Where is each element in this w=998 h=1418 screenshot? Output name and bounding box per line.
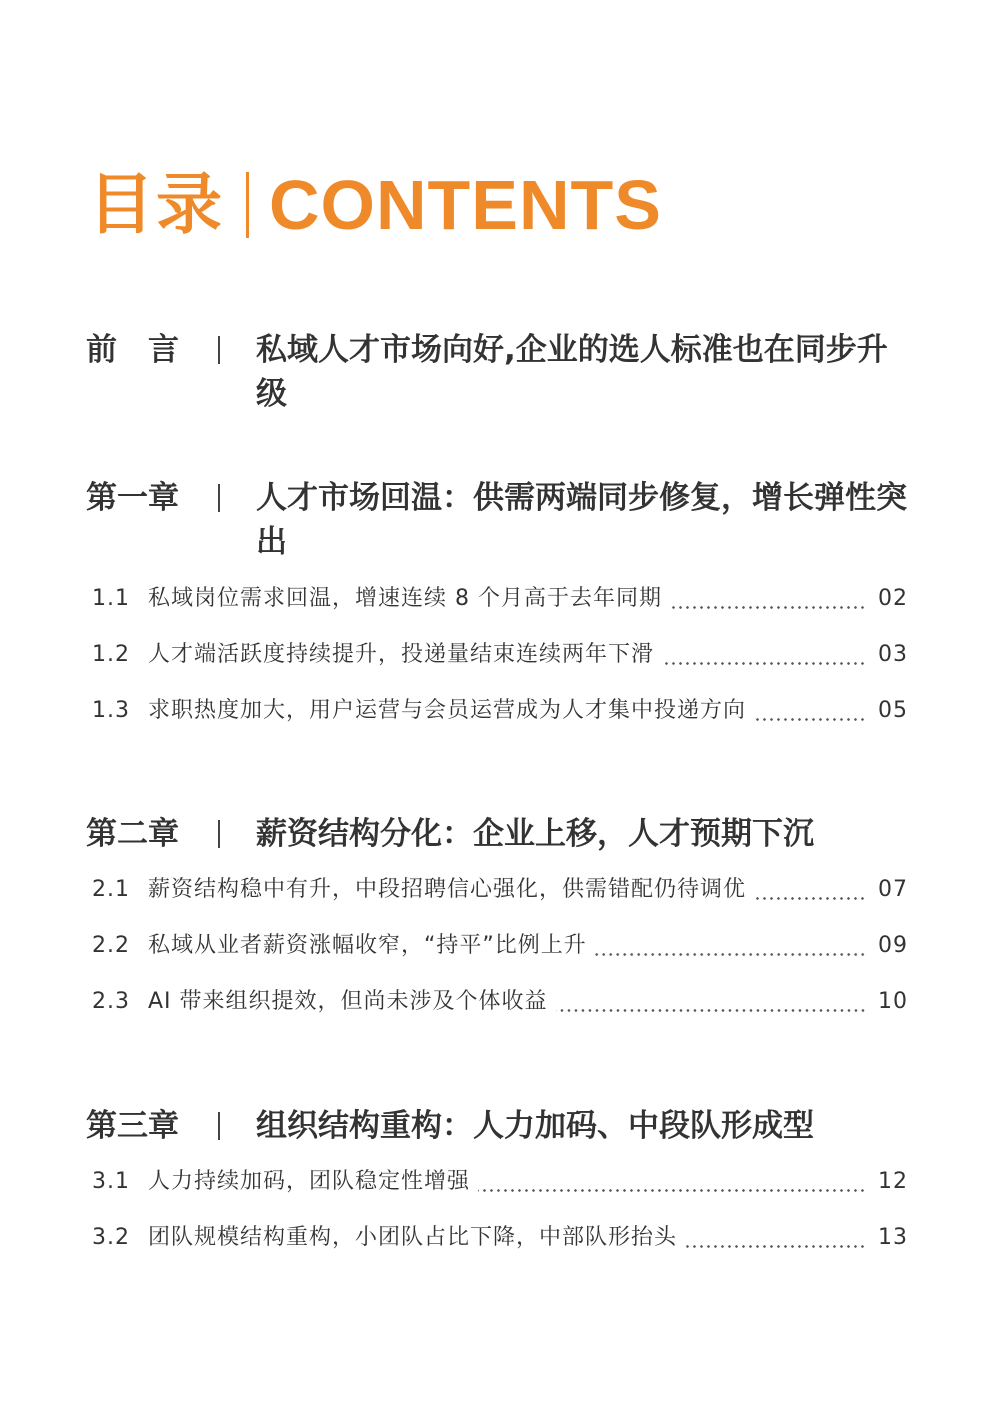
toc-entry-1-1[interactable] (92, 579, 908, 619)
entry-number: 1.2 (92, 642, 130, 667)
page-title (88, 165, 662, 245)
entry-page: 12 (878, 1169, 908, 1194)
entry-number: 1.3 (92, 698, 130, 723)
chapter-1-heading[interactable] (86, 476, 916, 564)
chapter-label: 第三章 (86, 1108, 179, 1144)
dot-leader (478, 1189, 866, 1192)
toc-entry-3-2[interactable] (92, 1218, 908, 1258)
entry-title: 薪资结构稳中有升，中段招聘信心强化，供需错配仍待调优 (148, 877, 747, 902)
entry-number: 1.1 (92, 586, 130, 611)
title-chinese: 目录 (88, 166, 224, 243)
chapter-2-section (86, 812, 916, 856)
toc-entry-3-1[interactable] (92, 1162, 908, 1202)
entry-page: 03 (878, 642, 908, 667)
entry-number: 2.2 (92, 933, 130, 958)
entry-title: 求职热度加大，用户运营与会员运营成为人才集中投递方向 (148, 698, 747, 723)
dot-leader (754, 897, 866, 900)
toc-entry-1-2[interactable] (92, 635, 908, 675)
toc-entry-2-2[interactable] (92, 926, 908, 966)
heading-separator (218, 820, 220, 848)
entry-page: 10 (878, 989, 908, 1014)
dot-leader (685, 1245, 866, 1248)
entry-page: 05 (878, 698, 908, 723)
chapter-title: 组织结构重构：人力加码、中段队形成型 (256, 1108, 814, 1144)
toc-entry-2-1[interactable] (92, 870, 908, 910)
entry-number: 2.3 (92, 989, 130, 1014)
preface-section (86, 328, 916, 416)
chapter-2-heading[interactable] (86, 812, 916, 856)
chapter-3-heading[interactable] (86, 1104, 916, 1148)
chapter-label: 第一章 (86, 480, 179, 516)
chapter-3-section (86, 1104, 916, 1148)
entry-number: 2.1 (92, 877, 130, 902)
title-divider (246, 172, 249, 238)
entry-page: 02 (878, 586, 908, 611)
dot-leader (662, 662, 866, 665)
dot-leader (670, 606, 866, 609)
entry-page: 09 (878, 933, 908, 958)
entry-title: AI 带来组织提效，但尚未涉及个体收益 (148, 989, 548, 1014)
entry-page: 13 (878, 1225, 908, 1250)
chapter-label: 第二章 (86, 816, 179, 852)
preface-title: 私域人才市场向好,企业的选人标准也在同步升级 (256, 332, 888, 412)
dot-leader (595, 953, 866, 956)
chapter-1-section (86, 476, 916, 564)
heading-separator (218, 336, 220, 364)
entry-title: 团队规模结构重构，小团队占比下降，中部队形抬头 (148, 1225, 678, 1250)
preface-heading[interactable] (86, 328, 916, 416)
toc-entry-1-3[interactable] (92, 691, 908, 731)
title-english: CONTENTS (269, 166, 662, 244)
dot-leader (754, 718, 866, 721)
heading-separator (218, 1112, 220, 1140)
entry-number: 3.2 (92, 1225, 130, 1250)
entry-title: 私域从业者薪资涨幅收窄，“持平”比例上升 (148, 933, 587, 958)
entry-title: 人力持续加码，团队稳定性增强 (148, 1169, 471, 1194)
chapter-title: 薪资结构分化：企业上移，人才预期下沉 (256, 816, 814, 852)
chapter-title: 人才市场回温：供需两端同步修复，增长弹性突出 (256, 480, 907, 560)
entry-title: 私域岗位需求回温，增速连续 8 个月高于去年同期 (148, 586, 662, 611)
preface-label: 前 言 (86, 332, 179, 368)
entry-title: 人才端活跃度持续提升，投递量结束连续两年下滑 (148, 642, 655, 667)
heading-separator (218, 484, 220, 512)
dot-leader (556, 1009, 866, 1012)
toc-entry-2-3[interactable] (92, 982, 908, 1022)
entry-number: 3.1 (92, 1169, 130, 1194)
entry-page: 07 (878, 877, 908, 902)
